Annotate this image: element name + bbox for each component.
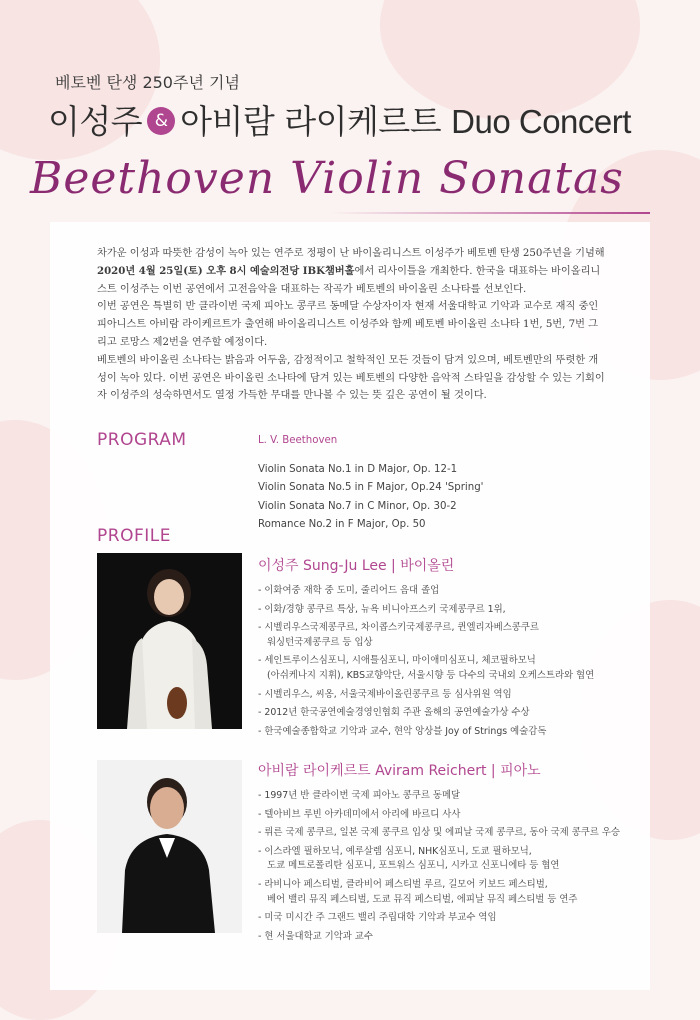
bio-item: - 미국 미시간 주 그랜드 밸리 주립대학 기악과 부교수 역임 (258, 912, 497, 924)
bio-item: - 이화여중 재학 중 도미, 줄리어드 음대 졸업 (258, 585, 440, 596)
event-subtitle: 베토벤 탄생 250주년 기념 (55, 73, 240, 92)
title-underline-decoration (330, 212, 650, 214)
concert-date-venue: 2020년 4월 25일(토) 오후 8시 예술의전당 IBK챔버홀 (97, 264, 355, 277)
program-piece: Romance No.2 in F Major, Op. 50 (258, 519, 426, 530)
bio-item: - 현 서울대학교 기악과 교수 (258, 930, 373, 942)
bio-line: - 라비니아 페스티벌, 클라비어 페스티벌 루르, 길모어 키보드 페스티벌, (258, 878, 548, 890)
pianist-photo (97, 760, 242, 933)
intro-paragraph: 이번 공연은 특별히 반 클라이번 국제 피아노 콩쿠르 동메달 수상자이자 현재 서울대학교 기악과 교수로 재직 중인 피아니스트 아비람 라이케르트가 출연해 바이올리니스트 이성주와 함께 베토벤 바이올린 소나타 1번, 5번, 7번 그리고 로망스 제2번을 연주할 예정이다. (97, 301, 599, 348)
violinist-photo (97, 553, 242, 729)
bio-line: 베어 밸리 뮤직 페스티벌, 도쿄 뮤직 페스티벌, 에피날 뮤직 페스티벌 등 연주 (267, 893, 578, 905)
header (0, 0, 700, 220)
program-list (258, 432, 483, 535)
intro-text-part: 차가운 이성과 따뜻한 감성이 녹아 있는 연주로 정평이 난 바이올리니스트 이성주가 베토벤 탄생 250주년을 기념해 (97, 248, 605, 259)
bio-item: - 이화/경향 콩쿠르 특상, 뉴욕 비니아프스키 국제콩쿠르 1위, (258, 603, 506, 615)
pianist-profile (258, 760, 643, 948)
bio-item: - 2012년 한국공연예술경영인협회 주관 올해의 공연예술가상 수상 (258, 707, 530, 719)
profile-heading: PROFILE (97, 526, 171, 546)
script-title: Beethoven Violin Sonatas (30, 153, 624, 204)
bio-item: - 뤼른 국제 콩쿠르, 일본 국제 콩쿠르 입상 및 에피날 국제 콩쿠르, 동아 국제 콩쿠르 우승 (258, 827, 620, 839)
intro-text (97, 245, 607, 405)
ampersand-badge: & (147, 107, 175, 135)
bio-item: - 텔아비브 루빈 아카데미에서 아리에 바르디 사사 (258, 808, 461, 820)
bio-item (258, 845, 643, 874)
performer-2-name: 아비람 라이케르트 (180, 102, 442, 141)
bio-line: 워싱턴국제콩쿠르 등 입상 (267, 636, 373, 648)
pianist-bio-list (258, 789, 643, 944)
bio-item (258, 621, 643, 650)
violinist-bio-list (258, 584, 643, 739)
bio-item: - 1997년 반 클라이번 국제 피아노 콩쿠르 동메달 (258, 790, 461, 801)
bio-item (258, 878, 643, 907)
program-piece: Violin Sonata No.7 in C Minor, Op. 30-2 (258, 500, 457, 512)
bio-line: - 이스라엘 필하모닉, 예루살렘 심포니, NHK심포니, 도쿄 필하모닉, (258, 845, 532, 857)
bio-item: - 시벨리우스, 씨옹, 서울국제바이올린콩쿠르 등 심사위원 역임 (258, 688, 512, 700)
violinist-profile (258, 555, 643, 743)
concert-title (48, 96, 631, 143)
bio-line: 도쿄 메트로폴리탄 심포니, 포트워스 심포니, 시카고 신포니에타 등 협연 (267, 860, 560, 872)
bio-line: - 세인트루이스심포니, 시애틀심포니, 마이애미심포니, 체코필하모닉 (258, 655, 536, 667)
performer-1-name: 이성주 (48, 102, 143, 141)
duo-concert-label: Duo Concert (451, 103, 631, 140)
program-heading: PROGRAM (97, 430, 187, 450)
violinist-name: 이성주 Sung-Ju Lee | 바이올린 (258, 558, 455, 574)
bio-item (258, 654, 643, 683)
bio-item: - 한국예술종합학교 기악과 교수, 현악 앙상블 Joy of Strings 예술감독 (258, 725, 547, 737)
intro-paragraph: 베토벤의 바이올린 소나타는 밝음과 어두움, 감정적이고 철학적인 모든 것들이 담겨 있으며, 베토벤만의 뚜렷한 개성이 녹아 있다. 이번 공연은 바이올린 소나타에 담겨 있는 베토벤의 다양한 음악적 스타일을 감상할 수 있는 기회이자 이성주의 성숙하면서도 열정 가득한 무대를 만나볼 수 있는 뜻 깊은 공연이 될 것이다. (97, 354, 605, 402)
program-piece: Violin Sonata No.5 in F Major, Op.24 'Spring' (258, 482, 484, 493)
program-piece: Violin Sonata No.1 in D Major, Op. 12-1 (258, 463, 458, 475)
intro-text-part: 에서 리사이틀을 개최한다. 한국을 대표하는 바이올리니스트 이성주는 이번 공연에서 고전음악을 대표하는 작곡가 베토벤의 바이올린 소나타를 선보인다. (97, 265, 601, 295)
intro-paragraph (97, 245, 607, 298)
bio-line: - 시벨리우스국제콩쿠르, 차이콥스키국제콩쿠르, 퀸엘리자베스콩쿠르 (258, 622, 539, 634)
composer-name: L. V. Beethoven (258, 435, 338, 446)
pianist-name: 아비람 라이케르트 Aviram Reichert | 피아노 (258, 763, 541, 779)
bio-line: (아쉬케나지 지휘), KBS교향악단, 서울시향 등 다수의 국내외 오케스트라와 협연 (267, 669, 595, 681)
